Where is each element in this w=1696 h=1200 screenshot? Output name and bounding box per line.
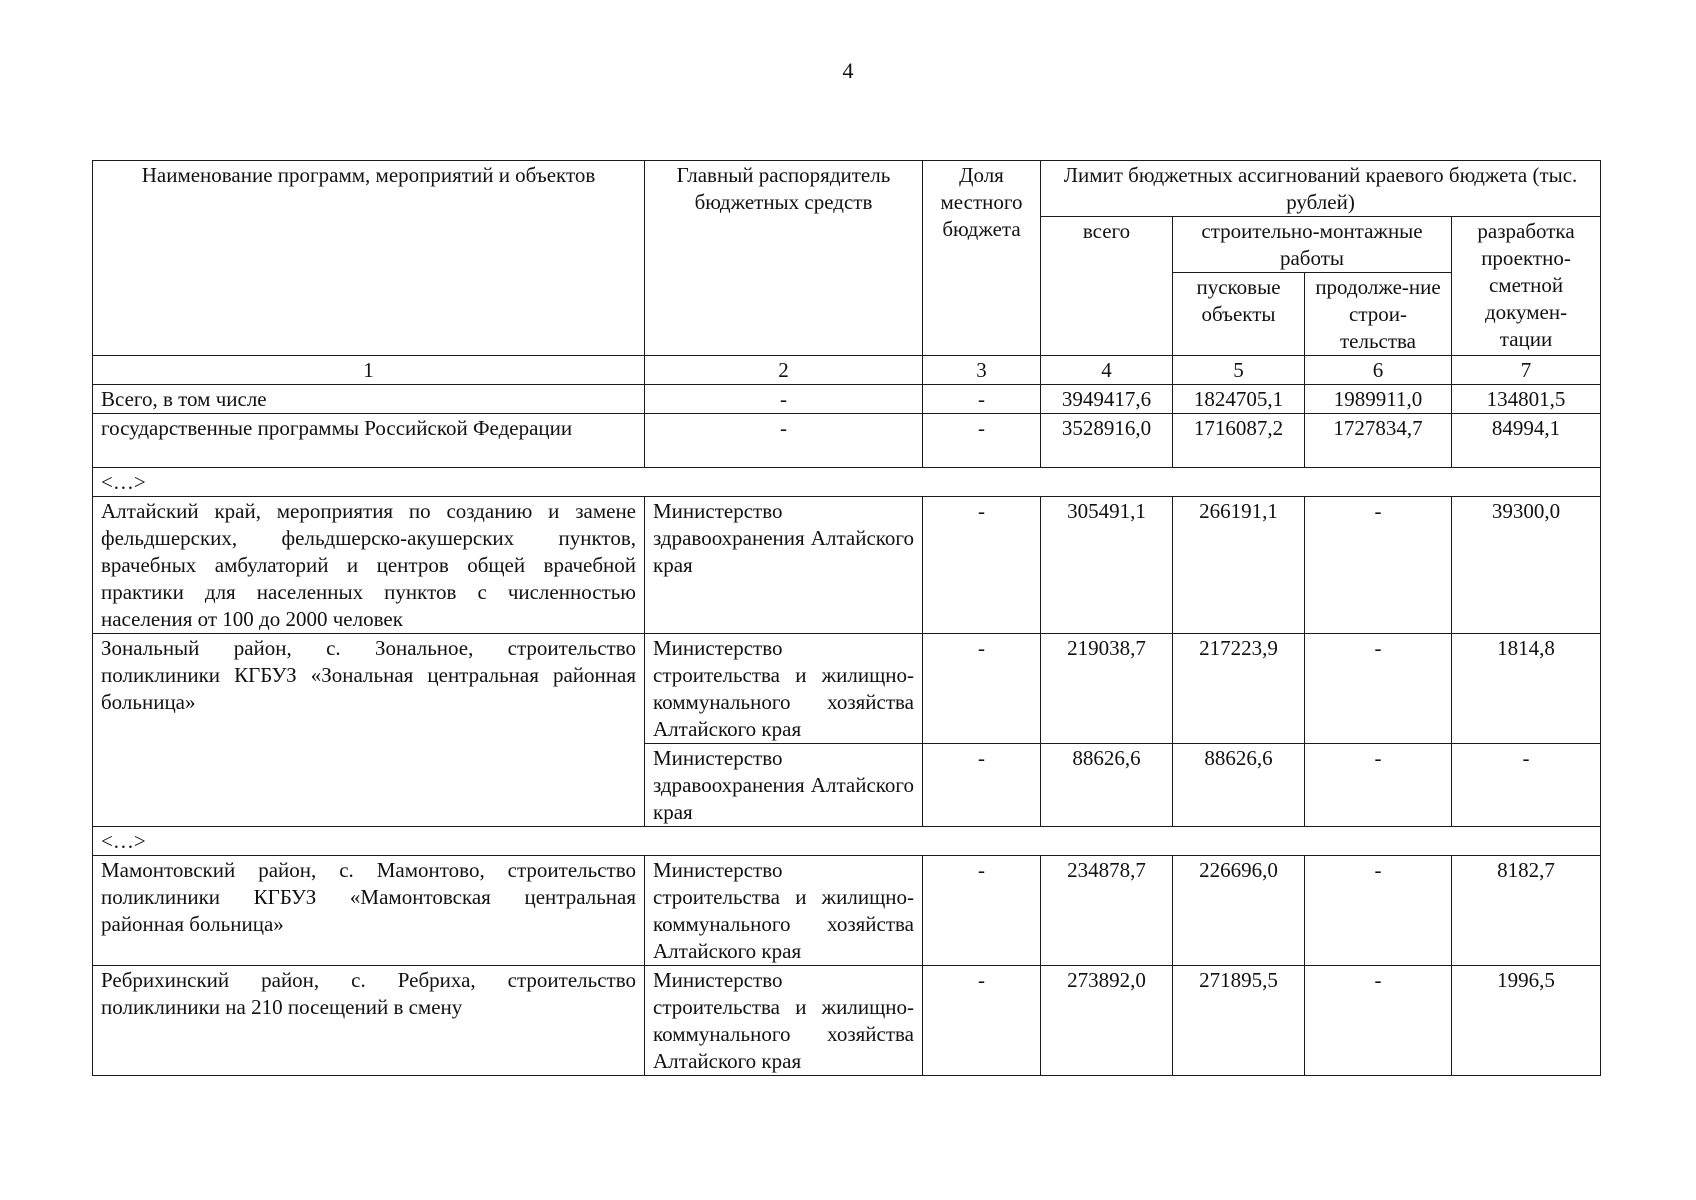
header-distributor: Главный распорядитель бюджетных средств bbox=[645, 161, 923, 356]
column-number: 2 bbox=[645, 356, 923, 385]
header-smr-group: строительно-монтажные работы bbox=[1173, 217, 1452, 273]
row-total: 3949417,6 bbox=[1041, 385, 1173, 414]
column-number: 5 bbox=[1173, 356, 1305, 385]
row-design: - bbox=[1452, 744, 1601, 827]
row-distributor: - bbox=[645, 414, 923, 468]
row-total: 234878,7 bbox=[1041, 856, 1173, 966]
header-continue: продолже-ние строи-тельства bbox=[1305, 273, 1452, 356]
row-local-share: - bbox=[923, 497, 1041, 634]
row-local-share: - bbox=[923, 385, 1041, 414]
column-number: 3 bbox=[923, 356, 1041, 385]
table-row bbox=[93, 966, 1601, 1076]
row-total: 3528916,0 bbox=[1041, 414, 1173, 468]
row-launch: 1824705,1 bbox=[1173, 385, 1305, 414]
column-numbers-row bbox=[93, 356, 1601, 385]
table-row bbox=[93, 497, 1601, 634]
row-local-share: - bbox=[923, 966, 1041, 1076]
row-design: 1996,5 bbox=[1452, 966, 1601, 1076]
row-continue: - bbox=[1305, 856, 1452, 966]
ellipsis: <…> bbox=[93, 827, 1601, 856]
row-total: 219038,7 bbox=[1041, 634, 1173, 744]
table-row bbox=[93, 856, 1601, 966]
row-launch: 217223,9 bbox=[1173, 634, 1305, 744]
column-number: 4 bbox=[1041, 356, 1173, 385]
row-distributor: Министерство здравоохранения Алтайского края bbox=[645, 497, 923, 634]
row-launch: 88626,6 bbox=[1173, 744, 1305, 827]
row-launch: 271895,5 bbox=[1173, 966, 1305, 1076]
table-row bbox=[93, 414, 1601, 468]
row-name: Ребрихинский район, с. Ребриха, строительство поликлиники на 210 посещений в смену bbox=[93, 966, 645, 1076]
row-total: 273892,0 bbox=[1041, 966, 1173, 1076]
row-distributor: Министерство строительства и жилищно-коммунального хозяйства Алтайского края bbox=[645, 634, 923, 744]
header-design: разработка проектно-сметной докумен-тации bbox=[1452, 217, 1601, 356]
row-continue: - bbox=[1305, 634, 1452, 744]
row-design: 8182,7 bbox=[1452, 856, 1601, 966]
table-row bbox=[93, 385, 1601, 414]
row-local-share: - bbox=[923, 414, 1041, 468]
row-local-share: - bbox=[923, 634, 1041, 744]
budget-table bbox=[92, 160, 1601, 1076]
row-name: Алтайский край, мероприятия по созданию и замене фельдшерских, фельдшерско-акушерских пунктов, врачебных амбулаторий и центров общей врачебной практики для населенных пунктов с численностью населения от 100 до 2000 человек bbox=[93, 497, 645, 634]
row-launch: 266191,1 bbox=[1173, 497, 1305, 634]
row-total: 88626,6 bbox=[1041, 744, 1173, 827]
row-continue: 1727834,7 bbox=[1305, 414, 1452, 468]
row-name: государственные программы Российской Федерации bbox=[93, 414, 645, 468]
column-number: 6 bbox=[1305, 356, 1452, 385]
row-name: Всего, в том числе bbox=[93, 385, 645, 414]
row-distributor: Министерство строительства и жилищно-коммунального хозяйства Алтайского края bbox=[645, 856, 923, 966]
ellipsis-row bbox=[93, 827, 1601, 856]
row-distributor: Министерство строительства и жилищно-коммунального хозяйства Алтайского края bbox=[645, 966, 923, 1076]
table-row bbox=[93, 634, 1601, 744]
header-name: Наименование программ, мероприятий и объектов bbox=[93, 161, 645, 356]
row-continue: - bbox=[1305, 966, 1452, 1076]
header-launch: пусковые объекты bbox=[1173, 273, 1305, 356]
ellipsis-row bbox=[93, 468, 1601, 497]
row-design: 39300,0 bbox=[1452, 497, 1601, 634]
row-continue: - bbox=[1305, 744, 1452, 827]
row-local-share: - bbox=[923, 856, 1041, 966]
column-number: 7 bbox=[1452, 356, 1601, 385]
column-number: 1 bbox=[93, 356, 645, 385]
row-distributor: - bbox=[645, 385, 923, 414]
header-total: всего bbox=[1041, 217, 1173, 356]
page-number: 4 bbox=[842, 58, 854, 83]
header-local-share: Доля местного бюджета bbox=[923, 161, 1041, 356]
row-design: 134801,5 bbox=[1452, 385, 1601, 414]
row-distributor: Министерство здравоохранения Алтайского края bbox=[645, 744, 923, 827]
row-name: Мамонтовский район, с. Мамонтово, строительство поликлиники КГБУЗ «Мамонтовская центральная районная больница» bbox=[93, 856, 645, 966]
row-total: 305491,1 bbox=[1041, 497, 1173, 634]
row-design: 84994,1 bbox=[1452, 414, 1601, 468]
row-continue: 1989911,0 bbox=[1305, 385, 1452, 414]
row-design: 1814,8 bbox=[1452, 634, 1601, 744]
row-local-share: - bbox=[923, 744, 1041, 827]
ellipsis: <…> bbox=[93, 468, 1601, 497]
row-continue: - bbox=[1305, 497, 1452, 634]
row-launch: 1716087,2 bbox=[1173, 414, 1305, 468]
header-limit-group: Лимит бюджетных ассигнований краевого бюджета (тыс. рублей) bbox=[1041, 161, 1601, 217]
row-name: Зональный район, с. Зональное, строительство поликлиники КГБУЗ «Зональная центральная районная больница» bbox=[93, 634, 645, 827]
row-launch: 226696,0 bbox=[1173, 856, 1305, 966]
